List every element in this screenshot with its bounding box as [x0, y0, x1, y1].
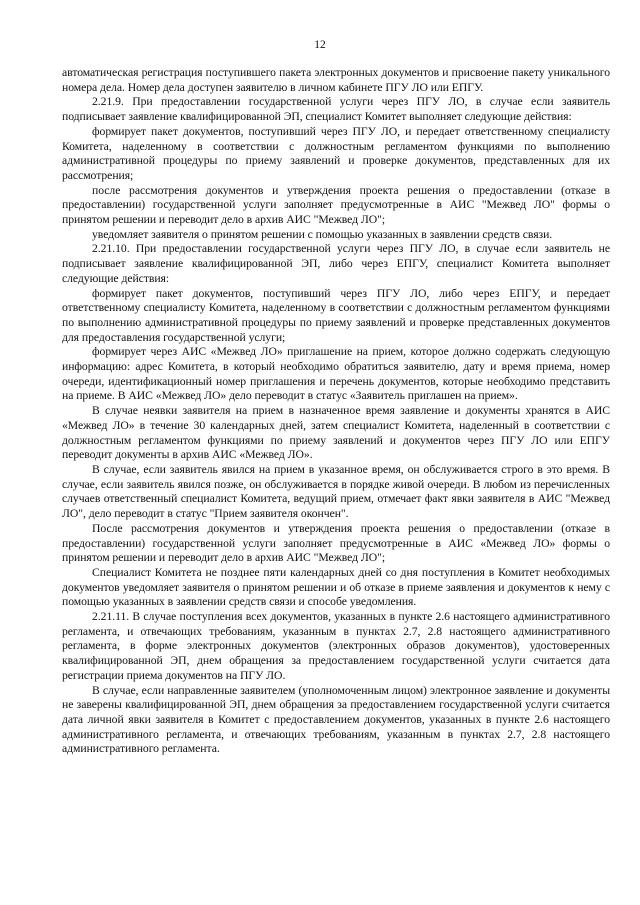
paragraph-after-review-2: После рассмотрения документов и утверждения проекта решения о предоставлении (отказе в предоставлении) государственной услуги заполняет предусмотренные в АИС «Межвед ЛО» формы о принятом решении и переводит дело в архив АИС "Межвед ЛО";	[62, 521, 610, 565]
paragraph-appeared: В случае, если заявитель явился на прием в указанное время, он обслуживается строго в это время. В случае, если заявитель явился позже, он обслуживается в порядке живой очереди. В любом из перечисленных случаев ответственный специалист Комитета, ведущий прием, отмечает факт явки заявителя в АИС "Межвед ЛО", дело переводит в статус "Прием заявителя окончен".	[62, 462, 610, 521]
paragraph-invitation: формирует через АИС «Межвед ЛО» приглашение на прием, которое должно содержать следующую информацию: адрес Комитета, в который необходимо обратиться заявителю, дату и время приема, номер очереди, идентификационный номер приглашения и перечень документов, которые необходимо представить на приеме. В АИС «Межвед ЛО» дело переводит в статус «Заявитель приглашен на прием».	[62, 345, 610, 403]
paragraph-2-21-10: 2.21.10. При предоставлении государственной услуги через ПГУ ЛО, в случае если заявитель не подписывает заявление квалифицированной ЭП, либо через ЕПГУ, специалист Комитета выполняет следующие действия:	[62, 242, 610, 285]
document-body	[62, 66, 610, 757]
paragraph-not-certified: В случае, если направленные заявителем (уполномоченным лицом) электронное заявление и документы не заверены квалифицированной ЭП, днем обращения за предоставлением государственной услуги считается дата личной явки заявителя в Комитет с предоставлением документов, указанных в пункте 2.6 настоящего административного регламента, и отвечающих требованиям, указанным в пунктах 2.7, 2.8 настоящего административного регламента.	[62, 683, 610, 756]
paragraph-no-show: В случае неявки заявителя на прием в назначенное время заявление и документы хранятся в АИС «Межвед ЛО» в течение 30 календарных дней, затем специалист Комитета, наделенный в соответствии с должностным регламентом функциями по приему заявлений и документов через ПГУ ЛО или ЕПГУ переводит документы в архив АИС «Межвед ЛО».	[62, 404, 610, 462]
paragraph-forms-package-pgu: формирует пакет документов, поступивший через ПГУ ЛО, и передает ответственному специалисту Комитета, наделенному в соответствии с должностным регламентом функциями по выполнению административной процедуры по приему заявлений и проверке документов, представленных для их рассмотрения;	[62, 124, 610, 182]
paragraph-forms-package-epgu: формирует пакет документов, поступивший через ПГУ ЛО, либо через ЕПГУ, и передает ответственному специалисту Комитета, наделенному в соответствии с должностным регламентом функциями по выполнению административной процедуры по приему заявлений и проверке представленных документов для предоставления государственной услуги;	[62, 286, 610, 344]
paragraph-notifies: уведомляет заявителя о принятом решении с помощью указанных в заявлении средств связи.	[92, 227, 553, 241]
paragraph-2-21-11: 2.21.11. В случае поступления всех документов, указанных в пункте 2.6 настоящего административного регламента, и отвечающих требованиям, указанным в пунктах 2.7, 2.8 настоящего административного регламента, в форме электронных документов (электронных образов документов), удостоверенных квалифицированной ЭП, днем обращения за предоставлением государственной услуги считается дата регистрации приема документов на ПГУ ЛО.	[62, 610, 610, 682]
page-number: 12	[314, 39, 326, 51]
paragraph-2-21-9: 2.21.9. При предоставлении государственной услуги через ПГУ ЛО, в случае если заявитель подписывает заявление квалифицированной ЭП, специалист Комитет выполняет следующие действия:	[62, 95, 610, 124]
paragraph-specialist-notice: Специалист Комитета не позднее пяти календарных дней со дня поступления в Комитет необходимых документов уведомляет заявителя о принятом решении и об отказе в приеме заявления и документов к нему с помощью указанных в заявлении средств связи и способе уведомления.	[62, 565, 610, 609]
paragraph-registration: автоматическая регистрация поступившего пакета электронных документов и присвоение пакету уникального номера дела. Номер дела доступен заявителю в личном кабинете ПГУ ЛО или ЕПГУ.	[62, 66, 610, 94]
paragraph-after-review: после рассмотрения документов и утверждения проекта решения о предоставлении (отказе в предоставлении) государственной услуги заполняет предусмотренные в АИС "Межвед ЛО" формы о принятом решении и переводит дело в архив АИС "Межвед ЛО";	[62, 183, 610, 227]
